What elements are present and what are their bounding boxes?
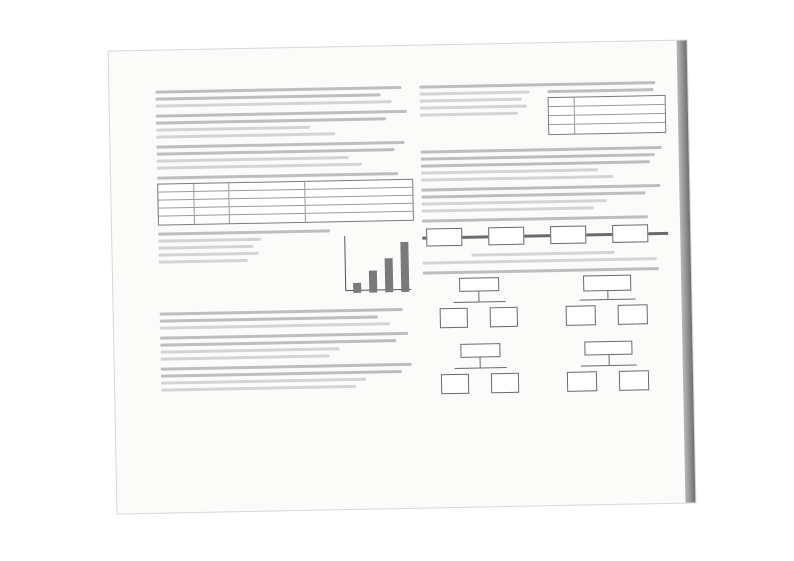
text-line — [156, 110, 407, 118]
text-line — [157, 148, 395, 156]
text-line — [157, 156, 349, 163]
question-block — [419, 81, 666, 144]
text-line — [419, 91, 529, 96]
question-block — [160, 332, 416, 361]
table-cell — [194, 191, 230, 199]
text-line — [472, 251, 615, 257]
diagram-link — [609, 355, 610, 365]
text-line — [421, 168, 598, 174]
question-text — [419, 90, 542, 143]
diagram-link — [455, 367, 507, 369]
question-block — [156, 141, 412, 170]
timeline-box — [612, 224, 648, 243]
table-cell — [194, 183, 230, 191]
text-line — [161, 370, 402, 378]
text-line — [156, 100, 392, 108]
diagram-node — [440, 308, 468, 329]
diagram-node — [583, 275, 631, 292]
timeline-figure — [422, 222, 668, 249]
diagram-grid — [423, 274, 671, 403]
table-cell — [306, 212, 413, 222]
question-block — [160, 308, 416, 330]
left-page — [155, 86, 419, 491]
table-cell — [158, 200, 194, 208]
table-cell — [194, 207, 230, 215]
text-line — [161, 354, 330, 360]
timeline-box — [550, 225, 586, 244]
bar-chart-figure — [338, 231, 415, 296]
text-line — [160, 332, 408, 340]
diagram-node — [441, 374, 469, 395]
text-line — [160, 347, 339, 353]
text-line — [420, 105, 527, 110]
diagram-node — [566, 305, 596, 326]
diagram-node — [567, 371, 597, 392]
table-cell — [549, 107, 575, 115]
diagram-figure — [423, 276, 540, 336]
question-block — [421, 146, 668, 182]
text-line — [421, 146, 662, 154]
text-line — [159, 252, 259, 257]
diagram-node — [618, 304, 648, 325]
chart-axis-y — [344, 236, 346, 290]
table-row — [549, 123, 665, 134]
table-figure — [157, 179, 414, 226]
question-block — [422, 215, 669, 265]
text-line — [159, 259, 248, 264]
table-cell — [230, 214, 306, 223]
text-line — [420, 112, 518, 117]
text-line — [423, 267, 659, 275]
diagram-link — [453, 301, 505, 303]
text-line — [156, 93, 381, 100]
chart-bar — [400, 242, 409, 292]
diagram-figure — [424, 342, 541, 402]
table-cell — [549, 98, 575, 106]
text-line — [155, 86, 401, 94]
side-table-figure — [548, 95, 667, 135]
diagram-node — [584, 341, 632, 356]
text-line — [422, 199, 607, 206]
table-cell — [158, 192, 194, 200]
question-block — [156, 110, 412, 139]
timeline-box — [426, 228, 462, 247]
diagram-node — [491, 373, 519, 394]
text-line — [156, 126, 310, 132]
text-line — [421, 160, 650, 167]
text-line — [160, 322, 390, 329]
table-cell — [158, 184, 194, 192]
diagram-link — [480, 358, 481, 368]
text-line — [156, 141, 404, 149]
text-line — [157, 172, 398, 180]
text-line — [156, 117, 386, 124]
text-line — [423, 257, 657, 264]
diagram-link — [478, 292, 479, 302]
question-with-table — [419, 88, 666, 144]
diagram-node — [460, 343, 500, 358]
chart-bar — [369, 270, 377, 292]
text-line — [157, 163, 362, 170]
text-line — [161, 385, 356, 392]
table-cell — [229, 190, 305, 198]
chart-bar — [353, 283, 361, 293]
text-line — [422, 206, 594, 212]
diagram-link — [581, 365, 637, 367]
text-line — [421, 184, 660, 192]
right-page — [419, 81, 673, 486]
text-line — [420, 98, 523, 103]
exam-sheet — [109, 40, 696, 513]
diagram-node — [619, 370, 649, 391]
question-block — [155, 86, 411, 108]
table-cell — [229, 182, 305, 190]
side-table-wrapper — [547, 88, 666, 141]
question-block — [423, 267, 671, 403]
text-line — [158, 245, 253, 250]
text-line — [421, 191, 645, 198]
diagram-figure — [554, 340, 671, 400]
table-cell — [230, 206, 306, 214]
text-line — [421, 153, 655, 160]
diagram-link — [579, 299, 635, 301]
table-cell — [230, 198, 306, 206]
diagram-node — [490, 307, 518, 328]
text-line — [547, 88, 653, 93]
timeline-box — [488, 227, 524, 246]
table-cell — [159, 208, 195, 216]
table-cell — [194, 215, 230, 224]
sheet-shadow-edge — [677, 40, 696, 502]
question-block — [161, 363, 417, 392]
text-line — [161, 363, 412, 371]
text-line — [419, 81, 655, 89]
question-text — [158, 229, 331, 305]
table-cell — [549, 116, 575, 124]
chart-bar — [385, 258, 394, 292]
diagram-link — [607, 291, 608, 299]
text-line — [422, 215, 648, 222]
text-line — [421, 175, 613, 182]
text-line — [158, 238, 261, 243]
table-cell — [159, 216, 195, 225]
text-line — [156, 132, 335, 138]
question-block — [158, 228, 415, 306]
question-block — [421, 184, 667, 213]
text-line — [160, 308, 403, 316]
text-line — [160, 315, 378, 322]
diagram-node — [459, 277, 499, 292]
table-cell — [575, 123, 666, 134]
text-line — [161, 378, 366, 385]
question-block — [157, 172, 414, 226]
table-cell — [549, 125, 575, 134]
text-line — [160, 339, 396, 347]
table-cell — [194, 199, 230, 207]
text-line — [158, 229, 330, 235]
diagram-figure — [553, 274, 670, 334]
